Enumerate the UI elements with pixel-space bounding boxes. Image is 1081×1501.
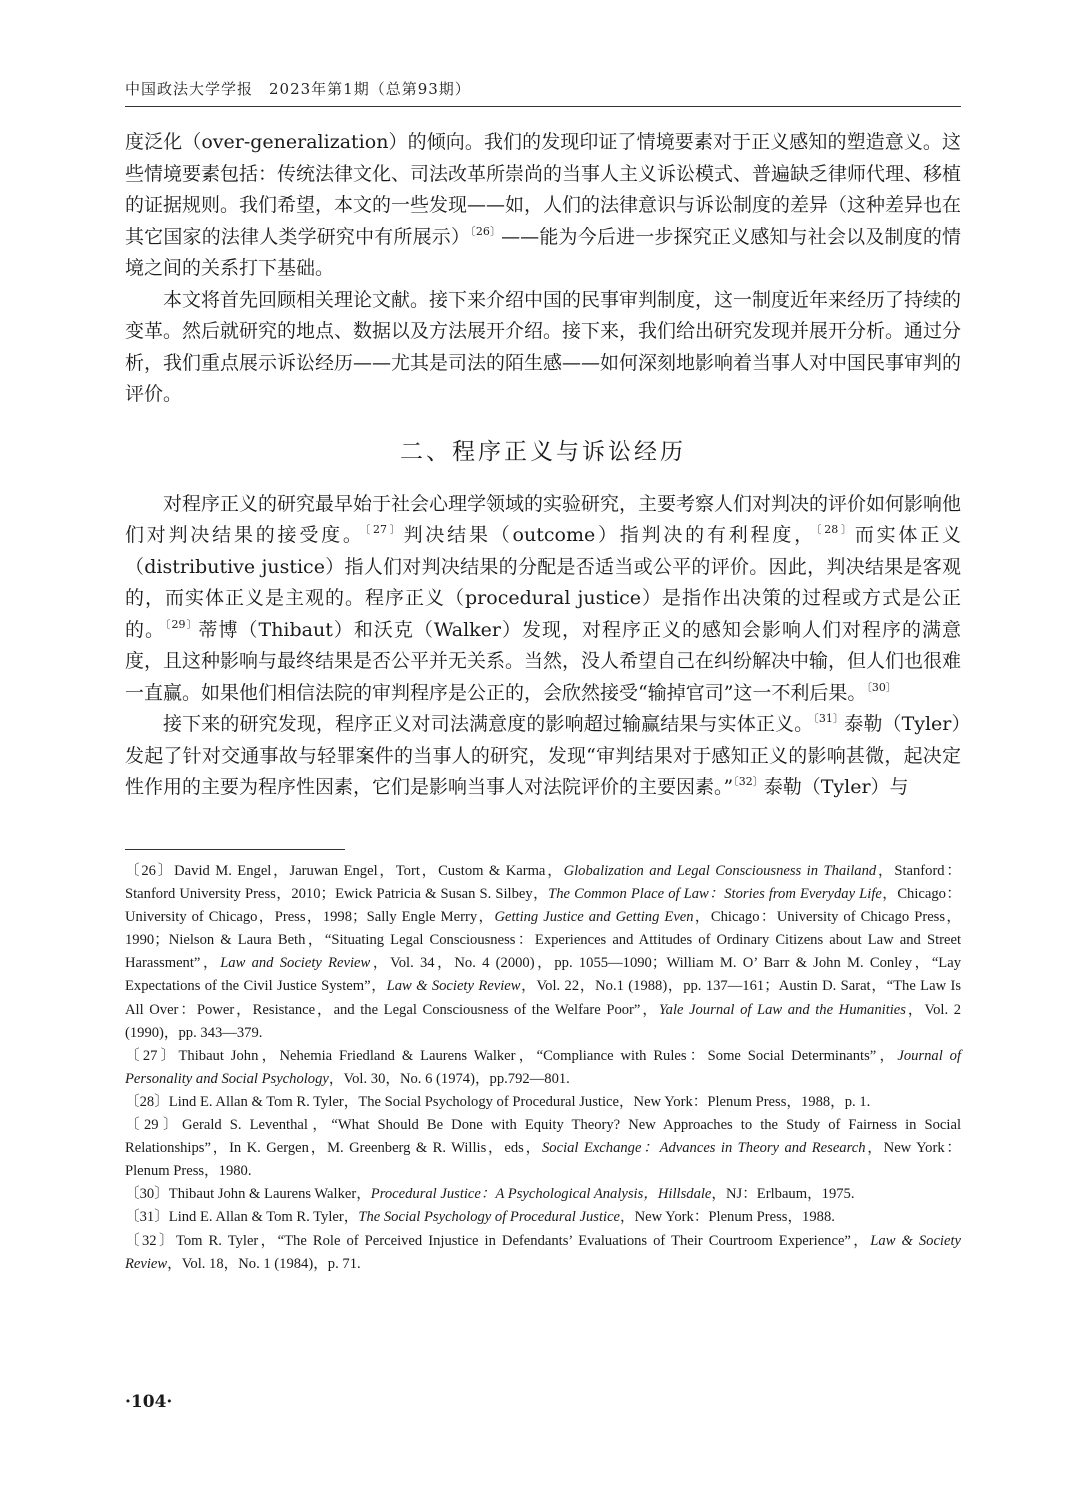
footnote-29: 〔29〕Gerald S. Leventhal，“What Should Be Done with Equity Theory? New Approaches to the Study of Fairness in Social Relationships”，In K. Gergen，M. Greenberg & R. Willis，eds，Social Exchange：Advances in Theory and Research，New York：Plenum Press，1980. xyxy=(125,1117,961,1180)
footnote-28: 〔28〕Lind E. Allan & Tom R. Tyler，The Social Psychology of Procedural Justice，New York：Plenum Press，1988，p. 1. xyxy=(125,1093,871,1110)
paragraph-3-part-a: 对程序正义的研究最早始于社会心理学领域的实验研究，主要考察人们对判决的评价如何影响他们对判决结果的接受度。 xyxy=(125,492,962,546)
paragraph-2: 本文将首先回顾相关理论文献。接下来介绍中国的民事审判制度，这一制度近年来经历了持续的变革。然后就研究的地点、数据以及方法展开介绍。接下来，我们给出研究发现并展开分析。通过分析，我们重点展示诉讼经历——尤其是司法的陌生感——如何深刻地影响着当事人对中国民事审判的评价。 xyxy=(125,288,962,405)
footnote-ref-29[interactable]: 〔29〕 xyxy=(165,617,199,631)
paragraph-1 xyxy=(125,127,961,285)
footnote-ref-27[interactable]: 〔27〕 xyxy=(364,523,404,536)
footnote-30: 〔30〕Thibaut John & Laurens Walker，Procedural Justice：A Psychological Analysis，Hillsdale，NJ：Erlbaum，1975. xyxy=(125,1186,855,1203)
header-rule xyxy=(125,106,961,107)
paragraph-3-part-b: 判决结果（outcome）指判决的有利程度， xyxy=(403,524,816,546)
footnote-ref-32[interactable]: 〔32〕 xyxy=(733,775,764,788)
paragraph-4-part-c: 泰勒（Tyler）与 xyxy=(763,776,909,798)
page-number: ·104· xyxy=(125,1392,173,1412)
footnote-32: 〔32〕Tom R. Tyler，“The Role of Perceived Injustice in Defendants’ Evaluations of Their Courtroom Experience”，Law & Society Review，Vol. 18，No. 1 (1984)，p. 71. xyxy=(125,1232,961,1272)
paragraph-3-part-d: 蒂博（Thibaut）和沃克（Walker）发现，对程序正义的感知会影响人们对程序的满意度，且这种影响与最终结果是否公平并无关系。当然，没人希望自己在纠纷解决中输，但人们也很难一直赢。如果他们相信法院的审判程序是公正的，会欣然接受“输掉官司”这一不利后果。 xyxy=(125,618,962,704)
paragraph-4 xyxy=(125,709,961,804)
paragraph-1-text: 度泛化（over-generalization）的倾向。我们的发现印证了情境要素对于正义感知的塑造意义。这些情境要素包括：传统法律文化、司法改革所崇尚的当事人主义诉讼模式、普遍缺乏律师代理、移植的证据规则。我们希望，本文的一些发现——如，人们的法律意识与诉讼制度的差异（这种差异也在其它国家的法律人类学研究中有所展示） xyxy=(125,131,962,248)
footnote-27: 〔27〕Thibaut John，Nehemia Friedland & Laurens Walker，“Compliance with Rules：Some Social Determinants”，Journal of Personality and Social Psychology，Vol. 30，No. 6 (1974)，pp.792—801. xyxy=(125,1047,962,1087)
footnote-rule xyxy=(125,849,345,850)
section-title: 二、程序正义与诉讼经历 xyxy=(400,438,686,465)
footnote-ref-30[interactable]: 〔30〕 xyxy=(866,680,897,694)
main-text xyxy=(125,127,961,804)
footnote-31: 〔31〕Lind E. Allan & Tom R. Tyler，The Social Psychology of Procedural Justice，New York：Plenum Press，1988. xyxy=(125,1209,835,1226)
paragraph-1-tail: ——能为今后进一步探究正义感知与社会以及制度的情境之间的关系打下基础。 xyxy=(125,225,961,279)
paragraph-4-part-b: 泰勒（Tyler）发起了针对交通事故与轻罪案件的当事人的研究，发现“审判结果对于感知正义的影响甚微，起决定性作用的主要为程序性因素，它们是影响当事人对法院评价的主要因素。” xyxy=(125,713,962,798)
paragraph-3 xyxy=(125,489,961,710)
running-header: 中国政法大学学报 2023年第1期（总第93期） xyxy=(125,80,471,98)
footnote-ref-28[interactable]: 〔28〕 xyxy=(815,523,855,536)
footnotes xyxy=(125,860,961,1276)
footnote-26: 〔26〕David M. Engel，Jaruwan Engel，Tort，Custom & Karma，Globalization and Legal Consciousness in Thailand，Stanford：Stanford University Press，2010；Ewick Patricia & Susan S. Silbey，The Common Place of Law：Stories from Everyday Life，Chicago：University of Chicago，Press，1998；Sally Engle Merry，Getting Justice and Getting Even，Chicago：University of Chicago Press，1990；Nielson & Laura Beth，“Situating Legal Consciousness：Experiences and Attitudes of Ordinary Citizens about Law and Street Harassment”，Law and Society Review，Vol. 34，No. 4 (2000)，pp. 1055—1090；William M. O’ Barr & John M. Conley，“Lay Expectations of the Civil Justice System”，Law & Society Review，Vol. 22，No.1 (1988)，pp. 137—161；Austin D. Sarat，“The Law Is All Over：Power，Resistance，and the Legal Consciousness of the Welfare Poor”，Yale Journal of Law and the Humanities，Vol. 2 (1990)，pp. 343—379. xyxy=(125,863,962,1041)
footnote-ref-31[interactable]: 〔31〕 xyxy=(813,712,845,725)
paragraph-4-part-a: 接下来的研究发现，程序正义对司法满意度的影响超过输赢结果与实体正义。 xyxy=(163,713,814,735)
paragraph-3-part-c: 而实体正义（distributive justice）指人们对判决结果的分配是否适当或公平的评价。因此，判决结果是客观的，而实体正义是主观的。程序正义（procedural justice）是指作出决策的过程或方式是公正的。 xyxy=(125,524,961,641)
footnote-ref-26[interactable]: 〔26〕 xyxy=(470,224,502,238)
